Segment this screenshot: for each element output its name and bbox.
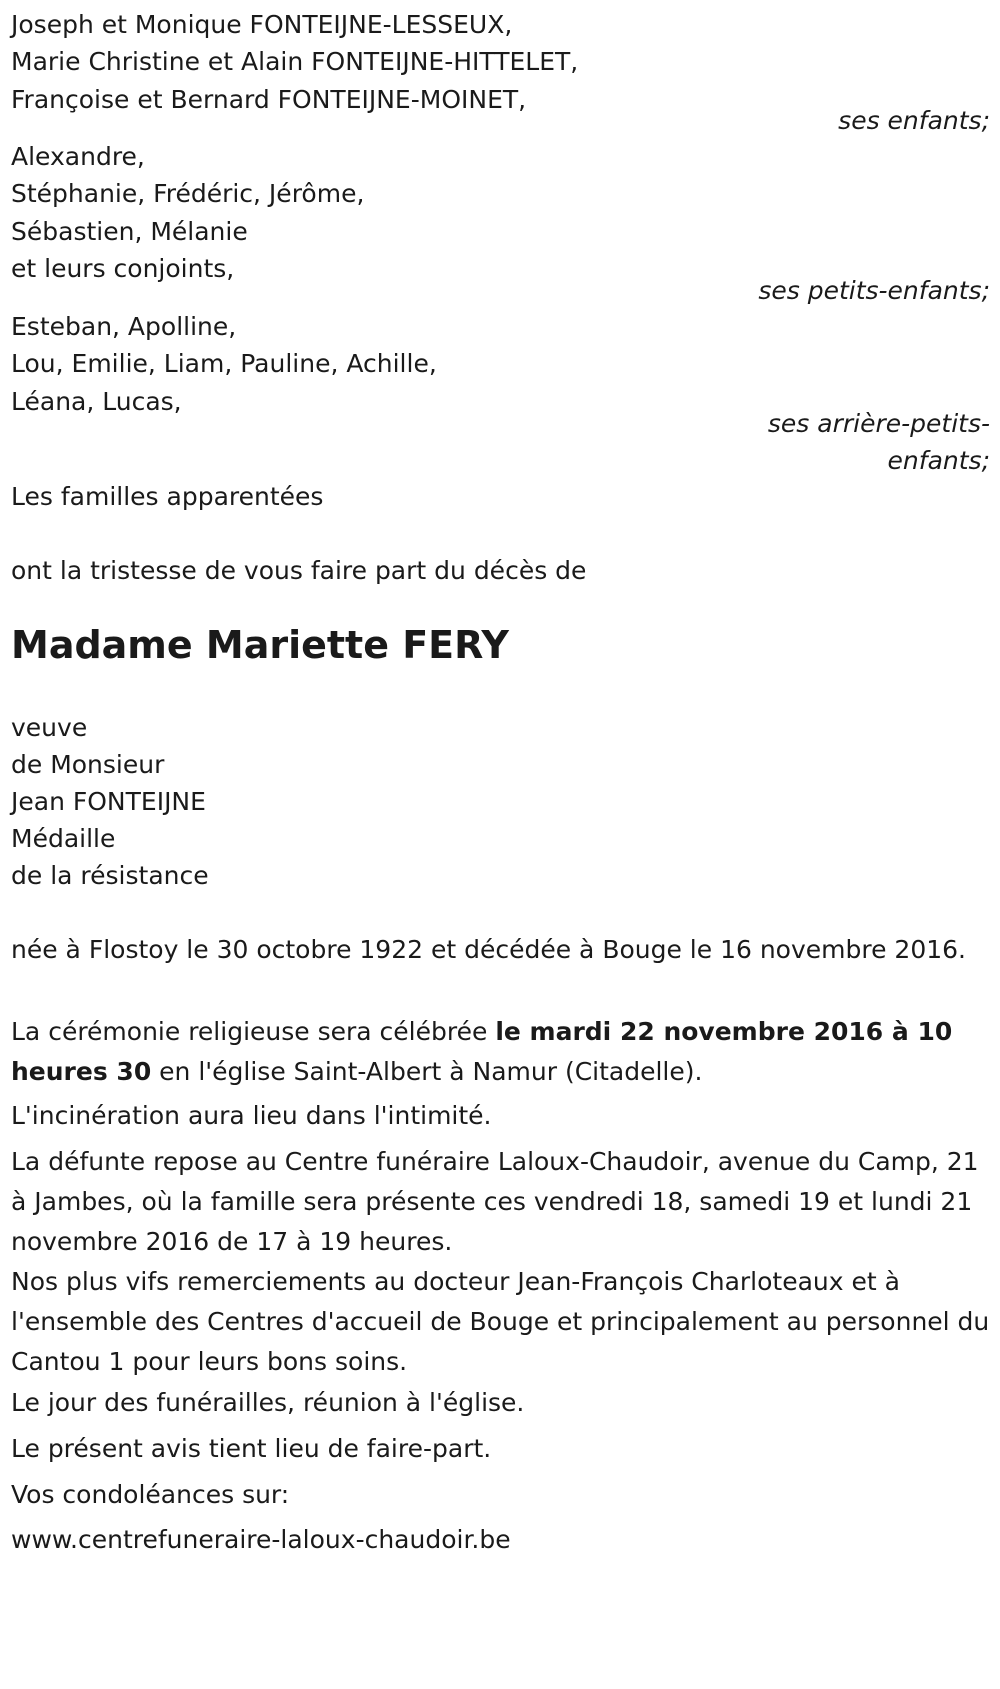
website-line: www.centrefuneraire-laloux-chaudoir.be — [11, 1525, 511, 1554]
great-grandchild-line-3: Léana, Lucas, — [11, 387, 182, 416]
birth-death-paragraph: née à Flostoy le 30 octobre 1922 et décédée à Bouge le 16 novembre 2016. — [11, 935, 967, 964]
child-line-2: Marie Christine et Alain FONTEIJNE-HITTELET, — [11, 47, 579, 76]
grandchild-line-2: Stéphanie, Frédéric, Jérôme, — [11, 179, 365, 208]
meeting-paragraph: Le jour des funérailles, réunion à l'église. — [11, 1388, 525, 1417]
grandchild-line-1: Alexandre, — [11, 142, 145, 171]
ceremony-date: le mardi 22 novembre 2016 à 10 heures 30 — [11, 1017, 953, 1086]
rests-paragraph: La défunte repose au Centre funéraire Laloux-Chaudoir, avenue du Camp, 21 à Jambes, où la famille sera présente ces vendredi 18, samedi 19 et lundi 21 novembre 2016 de 17 à 19 heures. — [11, 1147, 979, 1256]
great-grandchild-line-1: Esteban, Apolline, — [11, 312, 237, 341]
notice-paragraph: Le présent avis tient lieu de faire-part. — [11, 1434, 492, 1463]
grandchild-line-4: et leurs conjoints, — [11, 254, 235, 283]
incineration-paragraph: L'incinération aura lieu dans l'intimité. — [11, 1101, 492, 1130]
great-grandchild-line-2: Lou, Emilie, Liam, Pauline, Achille, — [11, 349, 437, 378]
widow-line-2: de Monsieur — [11, 750, 165, 779]
widow-line-4: Médaille — [11, 824, 116, 853]
child-line-1: Joseph et Monique FONTEIJNE-LESSEUX, — [11, 10, 513, 39]
widow-line-5: de la résistance — [11, 861, 209, 890]
ceremony-prefix: La cérémonie religieuse sera célébrée — [11, 1017, 496, 1046]
ceremony-suffix: en l'église Saint-Albert à Namur (Citadelle). — [151, 1057, 703, 1086]
grandchild-line-3: Sébastien, Mélanie — [11, 217, 248, 246]
relation-great-grandchildren-2: enfants; — [887, 446, 990, 475]
widow-line-3: Jean FONTEIJNE — [11, 787, 206, 816]
widow-line-1: veuve — [11, 713, 88, 742]
thanks-paragraph: Nos plus vifs remerciements au docteur Jean-François Charloteaux et à l'ensemble des Centres d'accueil de Bouge et principalement au personnel du Cantou 1 pour leurs bons soins. — [11, 1267, 990, 1376]
relation-grandchildren: ses petits-enfants; — [758, 276, 990, 305]
relation-children: ses enfants; — [838, 106, 990, 135]
relation-great-grandchildren-1: ses arrière-petits- — [767, 409, 990, 438]
child-line-3: Françoise et Bernard FONTEIJNE-MOINET, — [11, 85, 527, 114]
families-line: Les familles apparentées — [11, 482, 324, 511]
condolences-label: Vos condoléances sur: — [11, 1480, 290, 1509]
ceremony-paragraph — [11, 1012, 991, 1092]
deceased-name: Madame Mariette FERY — [11, 623, 509, 667]
announcement-line: ont la tristesse de vous faire part du décès de — [11, 556, 587, 585]
